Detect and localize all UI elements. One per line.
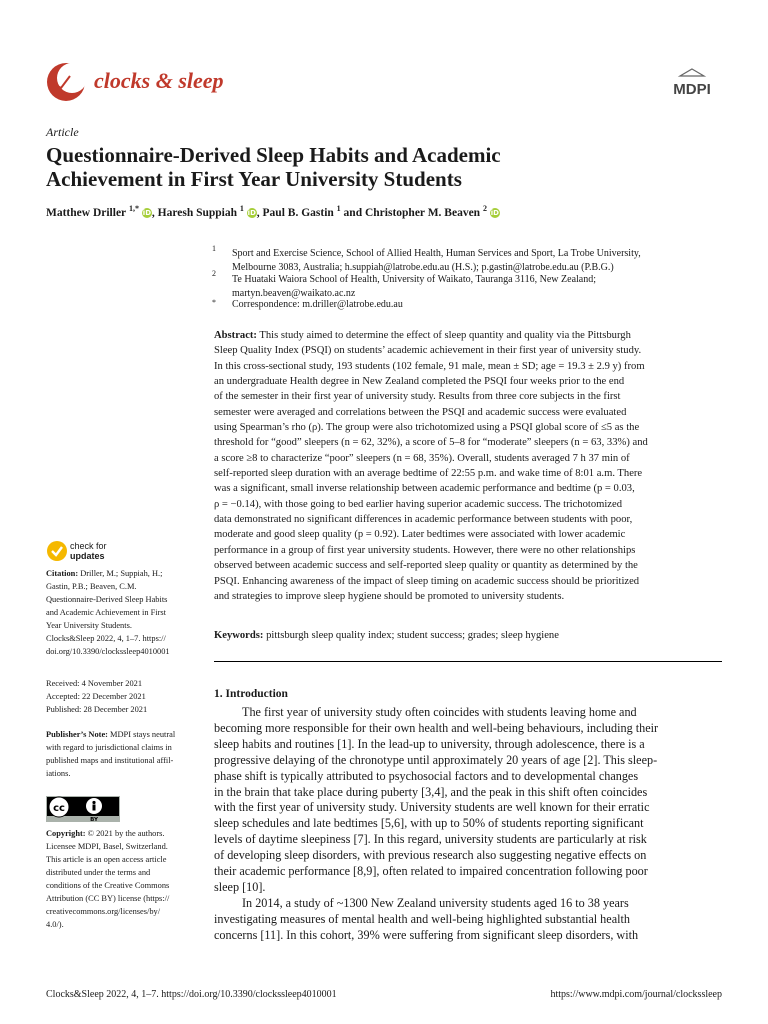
citation-line: Questionnaire-Derived Sleep Habits <box>46 595 168 604</box>
author-affiliation-mark: 1 <box>239 204 244 213</box>
affiliation-1 <box>232 247 724 274</box>
copyright-line: Licensee MDPI, Basel, Switzerland. <box>46 842 168 851</box>
cc-by-license-icon[interactable] <box>46 796 120 822</box>
svg-text:cc: cc <box>53 803 65 814</box>
cc-by-label: BY <box>90 817 98 822</box>
abstract-line: an undergraduate Health degree in New Zealand completed the PSQI four weeks prior to the end <box>214 376 625 388</box>
publisher-note-line: iations. <box>46 769 71 778</box>
abstract-line: using Spearman’s rho (ρ). The group were also trichotomized using a PSQI global score of ≤5 as the <box>214 422 640 434</box>
orcid-icon[interactable]: iD <box>247 209 256 218</box>
copyright-label: Copyright: <box>46 829 86 838</box>
footer-citation[interactable]: Clocks&Sleep 2022, 4, 1–7. https://doi.org/10.3390/clockssleep4010001 <box>46 989 337 1000</box>
author-list: Matthew Driller $^{1,*}$ iD, Haresh Suppiah $^1$ iD, Paul B. Gastin $^1$ and Christopher M. Beaven $^2$ iD <box>46 204 499 219</box>
body-line: investigating measures of mental health and well-being highlighted substantial health <box>214 911 630 926</box>
article-type: Article <box>46 125 79 139</box>
journal-name: clocks & sleep <box>94 68 224 93</box>
abstract-line: was a significant, small inverse relationship between academic performance and bedtime (p = 0.03, <box>214 483 635 495</box>
publisher-note-line: with regard to jurisdictional claims in <box>46 743 172 752</box>
citation-line: Year University Students. <box>46 621 132 630</box>
author-name[interactable]: Christopher M. Beaven <box>364 206 481 219</box>
author-name[interactable]: Matthew Driller <box>46 206 127 219</box>
received-date: Received: 4 November 2021 <box>46 679 143 688</box>
abstract-line: In this cross-sectional study, 193 students (102 female, 91 male, mean ± SD; age = 19.3 ± 2.9 y) from <box>214 360 645 372</box>
affiliation-line: Sport and Exercise Science, School of Allied Health, Human Services and Sport, La Trobe University, <box>232 248 641 259</box>
citation-line[interactable]: Clocks&Sleep 2022, 4, 1–7. https:// <box>46 634 166 643</box>
affiliation-mark: * <box>212 298 216 307</box>
body-line: progressive delaying of the chronotype until approximately 20 years of age [2]. This sleep- <box>214 752 658 767</box>
copyright-line: 4.0/). <box>46 920 64 929</box>
check-for-updates-text: updates <box>70 551 105 561</box>
authors-and: and <box>343 206 363 219</box>
copyright-line: Attribution (CC BY) license (https:// <box>46 894 170 903</box>
footer-journal-url[interactable]: https://www.mdpi.com/journal/clockssleep <box>550 989 722 1000</box>
section-divider <box>214 661 722 662</box>
mdpi-logo-icon <box>664 68 720 100</box>
title-line-1: Questionnaire-Derived Sleep Habits and Academic <box>46 143 501 167</box>
abstract-line: performance in a group of first year university students. However, there were no other relationships <box>214 544 636 556</box>
citation-label: Citation: <box>46 569 79 578</box>
author-affiliation-mark: 2 <box>482 204 487 213</box>
body-line: in the brain that take place during puberty [3,4], and the peak in this shift often coincides <box>214 784 648 799</box>
journal-logo-icon <box>46 62 86 102</box>
publisher-note-line: published maps and institutional affil- <box>46 756 174 765</box>
body-line: concerns [11]. In this cohort, 39% were suffering from significant sleep disorders, with <box>214 927 639 942</box>
affiliation-line: martyn.beaven@waikato.ac.nz <box>232 287 356 299</box>
abstract-line: threshold for “good” sleepers (n = 62, 32%), a score of 5–8 for “moderate” sleepers (n = 63, 33%) and <box>214 437 648 449</box>
citation-line: Driller, M.; Suppiah, H.; <box>78 569 163 578</box>
author-affiliation-mark: 1,* <box>129 204 140 213</box>
body-line: levels of daytime sleepiness [7]. In this regard, university students are particularly at risk <box>214 832 647 847</box>
author-affiliation-mark: 1 <box>336 204 341 213</box>
citation-line: Gastin, P.B.; Beaven, C.M. <box>46 582 137 591</box>
body-line: phase shift is typically attributed to psychosocial factors and to developmental changes <box>214 768 639 783</box>
abstract-line: a score ≥8 to characterize “poor” sleepers (n = 68, 35%). Overall, students averaged 7 h 37 min of <box>214 452 630 464</box>
check-for-updates-icon[interactable] <box>46 540 68 562</box>
citation-line: and Academic Achievement in First <box>46 608 167 617</box>
publisher-note-label: Publisher’s Note: <box>46 730 108 739</box>
article-title <box>46 143 686 191</box>
abstract-label: Abstract: <box>214 330 257 341</box>
body-line: with the first year of university study. University students are well known for their erratic <box>214 800 650 815</box>
intro-paragraph-1 <box>214 705 722 896</box>
publisher-note <box>46 728 196 780</box>
copyright-block <box>46 827 196 931</box>
abstract-line: This study aimed to determine the effect of sleep quantity and quality via the Pittsburgh <box>256 330 631 341</box>
body-line: sleep [10]. <box>214 879 266 894</box>
accepted-date: Accepted: 22 December 2021 <box>46 692 146 701</box>
abstract-line: self-reported sleep duration with an average bedtime of 22:55 p.m. and wake time of 8:01 a.m. There <box>214 468 643 480</box>
affiliation-mark: 1 <box>212 244 216 253</box>
citation-doi-link[interactable]: doi.org/10.3390/clockssleep4010001 <box>46 647 170 656</box>
abstract-line: moderate and good sleep quality (p = 0.92). Later bedtimes were associated with lower academic <box>214 529 626 541</box>
body-line: sleep habits and routines [1]. In the lead-up to university, through adolescence, there is a <box>214 736 645 751</box>
author-name[interactable]: Haresh Suppiah <box>157 206 238 219</box>
mdpi-logo-text: MDPI <box>673 81 711 98</box>
abstract-line: Sleep Quality Index (PSQI) on students’ academic achievement in their first year of university study. <box>214 345 642 357</box>
body-line: of developing sleep disorders, with previous research also suggesting negative effects on <box>214 848 647 863</box>
body-line: becoming more responsible for their own health and well-being behaviours, including their <box>214 720 659 735</box>
body-line: The first year of university study often coincides with students leaving home and <box>242 705 637 719</box>
intro-paragraph-2 <box>214 896 722 944</box>
abstract-line: ρ = −0.14), with those going to bed earlier having superior academic success. The trichotomized <box>214 498 623 510</box>
dates-block <box>46 677 196 716</box>
check-for-updates-text: check for <box>70 541 107 551</box>
affiliation-mark: 2 <box>212 269 216 278</box>
check-for-updates-link[interactable] <box>70 541 107 561</box>
abstract-line: observed between academic success and self-reported sleep quality or quantity as determined by the <box>214 560 638 572</box>
copyright-line: distributed under the terms and <box>46 868 151 877</box>
section-heading: 1. Introduction <box>214 688 288 700</box>
abstract-line: of the semester in their first year of university study. Results from three core subjects in the first <box>214 391 621 403</box>
abstract-line: semester were averaged and correlations between the PSQI and academic success were evaluated <box>214 406 627 418</box>
affiliation-2 <box>232 273 724 300</box>
correspondence-line: Correspondence: m.driller@latrobe.edu.au <box>232 299 403 310</box>
license-link[interactable]: creativecommons.org/licenses/by/ <box>46 907 161 916</box>
orcid-icon[interactable]: iD <box>490 209 499 218</box>
copyright-line: © 2021 by the authors. <box>85 829 165 838</box>
copyright-line: conditions of the Creative Commons <box>46 881 170 890</box>
affiliation-line: Melbourne 3083, Australia; h.suppiah@latrobe.edu.au (H.S.); p.gastin@latrobe.edu.au (P.B.G.) <box>232 261 614 273</box>
published-date: Published: 28 December 2021 <box>46 705 148 714</box>
publisher-note-line: MDPI stays neutral <box>107 730 176 739</box>
title-line-2: Achievement in First Year University Students <box>46 167 462 191</box>
correspondence <box>232 298 724 312</box>
abstract-line: data demonstrated no significant differences in academic performance between students with poor, <box>214 514 633 526</box>
affiliation-line: Te Huataki Waiora School of Health, University of Waikato, Tauranga 3116, New Zealand; <box>232 274 597 285</box>
body-line: In 2014, a study of ~1300 New Zealand university students aged 16 to 38 years <box>242 896 629 910</box>
abstract <box>214 328 722 604</box>
body-line: sleep schedules and late bedtimes [5,6], with up to 50% of students reporting significant <box>214 816 644 831</box>
citation-block <box>46 567 196 658</box>
orcid-icon[interactable]: iD <box>142 209 152 218</box>
keywords-text: pittsburgh sleep quality index; student success; grades; sleep hygiene <box>263 630 559 641</box>
body-line: their academic performance [8,9], often related to impaired concentration following poor <box>214 864 648 879</box>
abstract-line: PSQI. Enhancing awareness of the impact of sleep timing on academic success should be prioritized <box>214 575 640 587</box>
keywords-label: Keywords: <box>214 630 264 641</box>
copyright-line: This article is an open access article <box>46 855 167 864</box>
abstract-line: and strategies to improve sleep hygiene should be promoted to university students. <box>214 590 565 602</box>
keywords <box>214 628 722 643</box>
author-name[interactable]: Paul B. Gastin <box>262 206 334 219</box>
